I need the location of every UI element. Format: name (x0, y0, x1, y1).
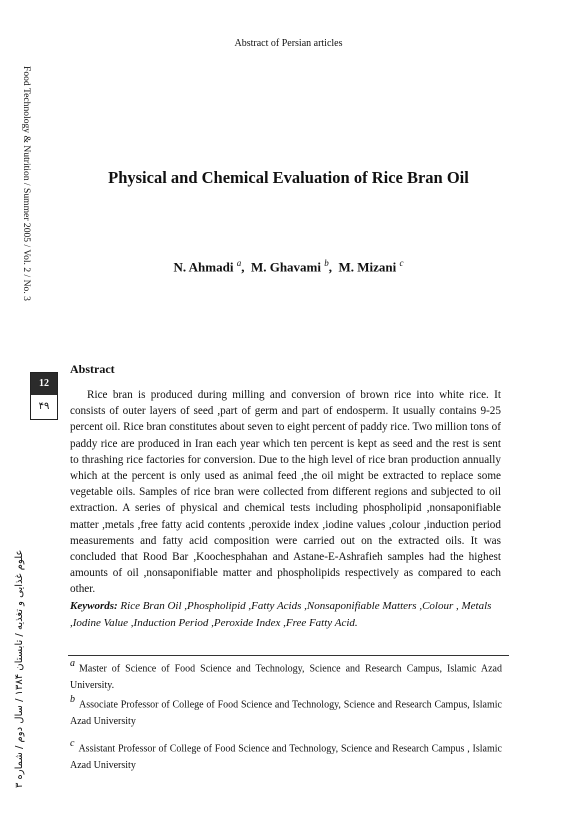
footnote-text: Associate Professor of College of Food Science and Technology, Science and Research Campus, Islamic Azad University (70, 699, 502, 728)
footnote-mark: c (70, 738, 75, 749)
footnote-mark: b (70, 694, 75, 705)
abstract-body: Rice bran is produced during milling and conversion of brown rice into white rice. It consists of outer layers of seed ,part of germ and part of endosperm. It usually contains 9-25 percent oil. Rice bran constitutes about seven to eight percent of paddy rice. Two million tons of paddy rice are produced in Iran each year which ten percent is kept as seed and the rest is sent to thrashing rice factories for conversion. Due to the high level of rice bran production annually which at the percent is only used as animal feed ,the oil might be extracted to replace some vegetable oils. Samples of rice bran were collected from different regions and subjected to oil extraction. A series of physical and chemical tests including phospholipid ,nonsaponifiable matter ,metals ,free fatty acid contents ,peroxide index ,iodine values ,colour ,induction period measurements and fatty acid composition were carried out on the extracted oils. It was concluded that Rood Bar ,Koochesphahan and Astane-E-Ashrafieh samples had the highest amounts of oil ,nonsaponifiable matter and phospholipids respectively as compared to each other. (70, 389, 501, 596)
author-list (0, 258, 577, 275)
author-name: M. Ghavami (250, 259, 321, 275)
footnote-text: Master of Science of Food Science and Technology, Science and Research Campus, Islamic Azad University. (70, 663, 502, 692)
author-name: M. Mizani (338, 259, 397, 275)
running-header: Abstract of Persian articles (234, 38, 343, 49)
author-affiliation-mark: a (236, 258, 242, 268)
author-affiliation-mark: c (399, 258, 404, 268)
keywords-label: Keywords: (70, 600, 118, 612)
paper-title: Physical and Chemical Evaluation of Rice Bran Oil (108, 168, 469, 187)
page-number-box (30, 372, 58, 420)
footnote (70, 692, 502, 730)
author-name: N. Ahmadi (173, 259, 234, 275)
author-separator: , (328, 259, 332, 275)
sidebar-persian-journal-info (14, 548, 34, 788)
footnote (70, 736, 502, 774)
author-separator: , (241, 259, 245, 275)
footnote (70, 656, 502, 694)
page-number-english: 12 (31, 373, 57, 395)
abstract-heading: Abstract (70, 362, 115, 376)
author-affiliation-mark: b (324, 258, 329, 268)
persian-journal-info-text: علوم غذایی و تغذیه / تابستان ۱۳۸۴ / سال دوم / شماره ۳ (14, 549, 25, 788)
keywords-list: Rice Bran Oil ,Phospholipid ,Fatty Acids ,Nonsaponifiable Matters ,Colour , Metals ,Iodine Value ,Induction Period ,Peroxide Index ,Free Fatty Acid. (70, 600, 492, 629)
journal-info-text: Food Technology & Nutrition / Summer 2005 / Vol. 2 / No. 3 (21, 66, 32, 301)
sidebar-journal-info (16, 66, 32, 326)
keywords (70, 598, 501, 632)
page-number-persian: ۴۹ (38, 401, 50, 412)
footnote-mark: a (70, 658, 75, 669)
footnote-text: Assistant Professor of College of Food Science and Technology, Science and Research Campus , Islamic Azad University (70, 743, 502, 772)
